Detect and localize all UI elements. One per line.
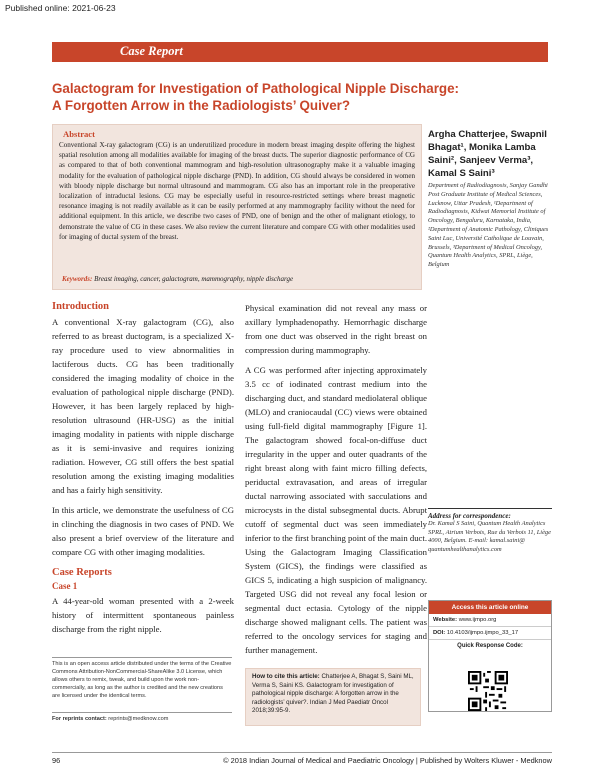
- body-column-left: [52, 301, 234, 636]
- license-divider: [52, 657, 232, 658]
- reprints-contact: [52, 712, 232, 722]
- license-text: This is an open access article distributed under the terms of the Creative Commons Attribution-NonCommercial-ShareAlike 3.0 License, which allows others to remix, tweak, and build upon the work non-commercially, as long as the author is credited and the new creations are licensed under the identical terms.: [52, 661, 232, 699]
- body-column-middle: [245, 301, 427, 657]
- author-block: [428, 128, 552, 270]
- paragraph: In this article, we demonstrate the usefulness of CG in clinching the diagnosis in two cases of PND. We also present a brief overview of the literature and compare CG with other imaging modalities.: [52, 505, 234, 557]
- correspondence-heading: Address for correspondence:: [428, 512, 511, 520]
- cite-text: Chatterjee A, Bhagat S, Saini ML, Verma S, Saini KS. Galactogram for investigation of pathological nipple discharge: A forgotten arrow in the radiologists’ quiver?. Indian J Med Paediatr Oncol 2018;39:95-9.: [252, 673, 414, 715]
- published-online-date: Published online: 2021-06-23: [5, 3, 116, 13]
- keywords-text: Breast imaging, cancer, galactogram, mammography, nipple discharge: [94, 275, 294, 283]
- footer-copyright: © 2018 Indian Journal of Medical and Paediatric Oncology | Published by Wolters Kluwer - Medknow: [223, 756, 552, 765]
- cite-label: How to cite this article:: [252, 673, 320, 680]
- access-heading: Access this article online: [429, 601, 551, 614]
- doi-label: DOI:: [433, 630, 446, 636]
- title-line-1: Galactogram for Investigation of Pathological Nipple Discharge:: [52, 81, 459, 96]
- how-to-cite-box: [245, 668, 421, 726]
- qr-code-icon[interactable]: [468, 671, 508, 711]
- paragraph: A conventional X-ray galactogram (CG), also referred to as breast ductogram, is a specialized X-ray procedure used to view abnormalities in lactiferous ducts. CG has been traditionally considered the imaging modality of choice in the evaluation of pathological nipple discharge (PND). However, it has been largely replaced by high-resolution ultrasound (HR-USG) as the initial imaging modality in patients with nipple discharge as it is semi-invasive and requires ionizing radiation. However, CG still offers the best spatial resolution among the existing imaging modalities and has a fairly high sensitivity.: [52, 317, 234, 495]
- keywords-label: Keywords:: [62, 275, 93, 283]
- author-affiliations: Department of Radiodiagnosis, Sanjay Gandhi Post Graduate Institute of Medical Sciences, Lucknow, Uttar Pradesh, ¹Department of Radiodiagnosis, Kidwai Memorial Institute of Oncology, Bengaluru, Karnataka, India, ²Department of Anatomic Pathology, Cliniques Saint Luc, Université Catholique de Louvain, Brussels, ³Department of Medical Oncology, Quantum Health Analytics, SPRL, Liège, Belgium: [428, 182, 549, 269]
- reprints-email[interactable]: reprints@medknow.com: [108, 716, 169, 722]
- paragraph: A CG was performed after injecting approximately 3.5 cc of iodinated contrast medium into the discharging duct, and standard mediolateral oblique (MLO) and craniocaudal (CC) views were obtained using full-field digital mammography [Figure 1]. The galactogram showed focal-on-diffuse duct irregularity in the upper and outer quadrants of the right breast along with faint micro filling defects, periductal extravasation, and areas of irregular ductal narrowing associated with sacculations and microcysts in the distal subsegmental ducts. Abrupt cutoff of segmental duct was seen immediately inferior to the first branching point of the main duct. Using the Galactogram Imaging Classification System (GICS), the findings were classified as GICS 5, indicating a high suspicion of malignancy. Targeted USG did not reveal any focal lesion or segmental duct ectasia. Cytology of the nipple discharge showed malignant cells. The patient was referred to the oncology services for staging and further management.: [245, 365, 427, 655]
- footer-divider: [52, 752, 552, 753]
- abstract-text: Conventional X-ray galactogram (CG) is an underutilized procedure in modern breast imaging despite offering the highest spatial resolution among all modalities available for imaging of the breast ducts. The superior diagnostic performance of CG as compared to that of both conventional mammogram and high-resolution ultrasonography make it a valuable imaging modality for the evaluation of pathological nipple discharge (PND). In addition, CG should always be considered in women with bloody nipple discharge but normal ultrasound and mammogram. CG also has an important role in the preoperative localization of intraductal lesions. CG may be especially useful in resource-restricted settings where breast magnetic resonance imaging is not readily available as it can be easily performed at any mammography facility without the need for additional equipment. In this article, we describe two cases of PND, one of benign and the other of malignant etiology, to demonstrate the value of CG in these cases. We also review the current literature and compare CG with other modalities used for imaging of ductal system of the breast.: [59, 141, 415, 241]
- reprints-label: For reprints contact:: [52, 716, 107, 722]
- correspondence-address: [428, 508, 552, 554]
- abstract-box: [52, 124, 422, 290]
- section-heading-case-reports: Case Reports: [52, 567, 112, 578]
- paragraph: A 44-year-old woman presented with a 2-week history of intermittent spontaneous painless discharge from the right nipple.: [52, 596, 234, 634]
- doi-link[interactable]: 10.4103/ijmpo.ijmpo_33_17: [446, 630, 519, 636]
- article-type-label: Case Report: [120, 44, 183, 58]
- keywords: [52, 273, 422, 287]
- website-label: Website:: [433, 617, 458, 623]
- qr-label: Quick Response Code:: [457, 643, 523, 649]
- doi-row: [429, 627, 551, 640]
- article-title: [52, 80, 552, 114]
- abstract-heading: Abstract: [63, 129, 95, 139]
- website-row: [429, 614, 551, 627]
- title-line-2: A Forgotten Arrow in the Radiologists’ Quiver?: [52, 98, 351, 113]
- access-online-box: [428, 600, 552, 712]
- paragraph: Physical examination did not reveal any mass or axillary lymphadenopathy. Hemorrhagic discharge from one duct was observed in the right breast on compression during mammography.: [245, 303, 427, 355]
- section-heading-introduction: Introduction: [52, 301, 109, 312]
- correspondence-text: Dr. Kamal S Saini, Quantum Health Analytics SPRL, Atrium Verbois, Rue du Verbois 11, Liège 4000, Belgium. E-mail: kamal.saini@ quantumhealthanalytics.com: [428, 520, 551, 553]
- page-number: 96: [52, 756, 61, 765]
- website-link[interactable]: www.ijmpo.org: [458, 617, 497, 623]
- subsection-heading-case-1: Case 1: [52, 581, 78, 591]
- author-names: Argha Chatterjee, Swapnil Bhagat¹, Monika Lamba Saini², Sanjeev Verma³, Kamal S Saini³: [428, 129, 547, 179]
